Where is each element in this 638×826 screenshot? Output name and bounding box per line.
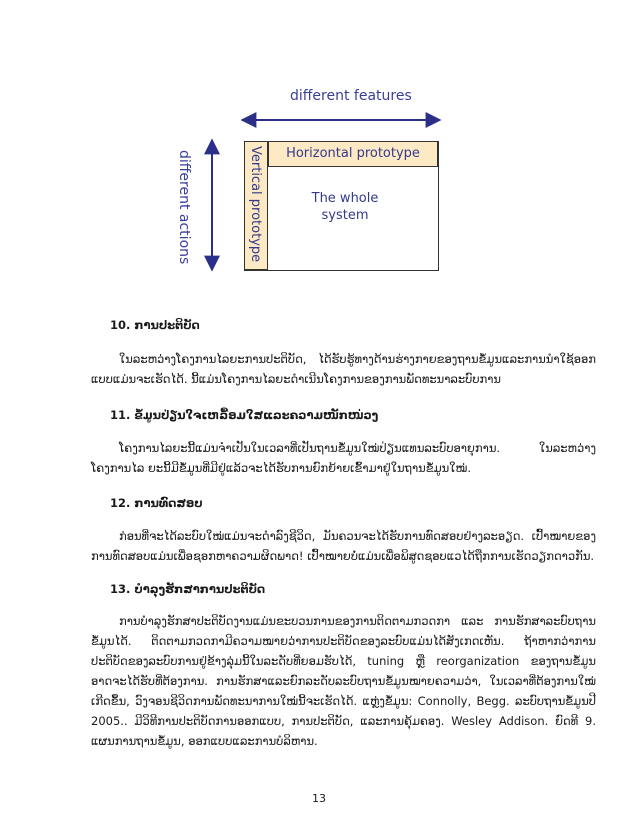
paragraph-13-text: ການບຳລຸງຮັກສາປະຕິບັດງານແມ່ນຂະບວນການຂອງການຕິດຕາມກວດກາ ແລະ ການຮັກສາລະບົບຖານຂໍ້ມູນໄດ້. ຕິດຕາມກວດກາມີຄວາມໝາຍວ່າການປະຕິບັດຂອງລະບົບແມ່ນໄດ້ສັງເກດເຫັນ. ຖ້າຫາກວ່າການປະຕິບັດຂອງລະບົບການຢູ່ຂ້າງລຸ່ມນີ້ໃນລະດັບທີ່ຍອມຮັບໄດ້, tuning ຫຼື reorganization ຂອງຖານຂໍ້ມູນອາດຈະໄດ້ຮັບທີ່ຕ້ອງການ. ການຮັກສາແລະຍົກລະດັບລະບົບຖານຂໍ້ມູນໝາຍຄວາມວ່າ, ໃນເວລາທີ່ຕ້ອງການໃໝ່ເກີດຂຶ້ນ, ວົງຈອນຊີວິດການພັດທະນາການໃໝ່ນີ້ຈະເຮັດໄດ້. ແຫຼ່ງຂໍ້ມູນ: Connolly, Begg. ລະບົບຖານຂໍ້ມູນປີ 2005.. ມີວິທີການປະຕິບັດການອອກແບບ, ການປະຕິບັດ, ແລະການຄຸ້ມຄອງ. Wesley Addison. ຍົດທີ 9. ແຜນການຖານຂໍ້ມູນ, ອອກແບບແລະການບໍລິຫານ.	[91, 614, 596, 748]
paragraph-13	[91, 611, 596, 751]
paragraph-11-text: ໂຄງການໄລຍະນີ້ແມ່ນຈຳເປັນໃນເວລາທີ່ເປັນຖານຂໍ້ມູນໃໝ່ປ່ຽນແທນລະບົບອາຍຸການ. ໃນລະຫວ່າງໂຄງການໄລ ຍະນີ້ມີຂໍ້ມູນທີ່ມີຢູ່ແລ້ວຈະໄດ້ຮັບການຍົກຍ້າຍເຂົ້າມາຢູ່ໃນຖານຂໍ້ມູນໃໝ່.	[91, 441, 596, 475]
page-number: 13	[312, 792, 326, 805]
paragraph-12	[91, 526, 596, 566]
heading-10: 10. ການປະຕິບັດ	[110, 318, 200, 332]
whole-system-line1: The whole	[311, 191, 379, 206]
whole-system-label	[280, 190, 410, 224]
prototype-diagram	[170, 80, 470, 280]
paragraph-10-text: ໃນລະຫວ່າງໂຄງການໄລຍະການປະຕິບັດ, ໄດ້ຮັບຮູ້ທາງດ້ານຮ່າງກາຍຂອງຖານຂໍ້ມູນແລະການນຳໃຊ້ອອກແບບແມ່ນຈະເຮັດໄດ້. ນີ້ແມ່ນໂຄງການໄລຍະດຳເນີນໂຄງການຂອງການພັດທະນາລະບົບການ	[91, 352, 596, 386]
different-features-label: different features	[290, 88, 412, 104]
heading-13: 13. ບຳລຸງຮັກສາການປະຕິບັດ	[110, 582, 266, 596]
paragraph-10	[91, 349, 596, 389]
heading-11: 11. ຂໍ້ມູນປ່ຽນໃຈເຫລື້ອມໃສແລະຄວາມໜັກໜ່ວງ	[110, 408, 379, 422]
paragraph-12-text: ກ່ອນທີ່ຈະໄດ້ລະບົບໃໝ່ແມ່ນຈະດຳລົງຊີວິດ, ມັນຄວນຈະໄດ້ຮັບການທົດສອບຢ່າງລະອຽດ. ເປົ້າໝາຍຂອງການທົດສອບແມ່ນເພື່ອຊອກຫາຄວາມຜິດພາດ! ເປົ້າໝາຍບໍ່ແມ່ນເພື່ອພິສູດຊອບແວໄດ້ຖືກການເຮັດວຽກດາວກັນ.	[91, 529, 596, 563]
different-actions-label: different actions	[176, 150, 192, 265]
vertical-prototype-label: Vertical prototype	[248, 146, 263, 263]
whole-system-line2: system	[321, 208, 369, 223]
heading-12: 12. ການທົດສອບ	[110, 496, 203, 510]
paragraph-11	[91, 438, 596, 478]
horizontal-prototype-box: Horizontal prototype	[268, 141, 438, 167]
vertical-prototype-box	[244, 141, 268, 270]
